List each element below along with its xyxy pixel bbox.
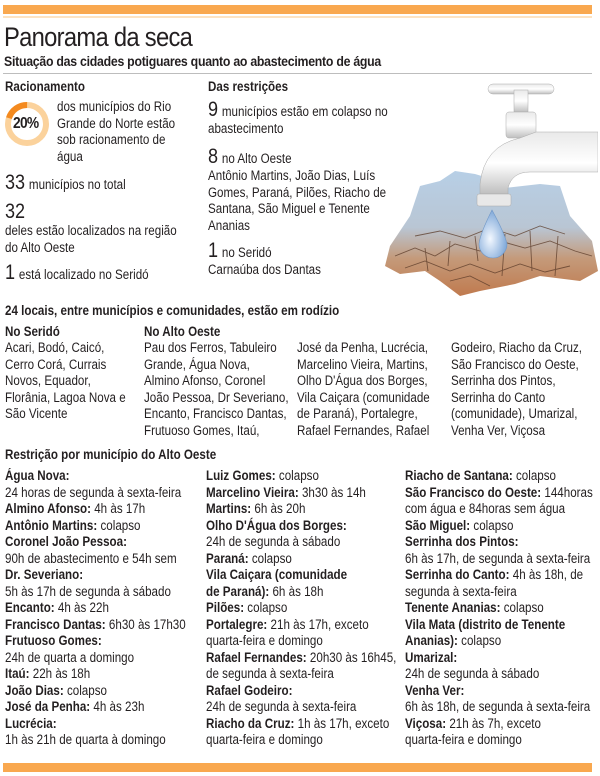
- restriction-detail: quarta-feira e domingo: [206, 732, 323, 747]
- top-accent-line: [3, 16, 592, 18]
- serido-stat: [5, 262, 149, 284]
- restriction-entry: [405, 716, 593, 733]
- restriction-value: colapso: [247, 600, 288, 615]
- municipality-name: Martins:: [206, 501, 252, 516]
- restricao-municipio-heading: Restrição por município do Alto Oeste: [5, 447, 217, 462]
- restriction-entry: [206, 584, 396, 601]
- rodizio-line: Frutuoso Gomes, Itaú,: [144, 422, 260, 438]
- restriction-value: 22h às 18h: [32, 666, 91, 681]
- colapso-text: abastecimento: [208, 121, 284, 136]
- restriction-entry: [5, 683, 186, 700]
- percent-label: 20%: [13, 115, 39, 132]
- rodizio-line: Olho D'Água dos Borges,: [297, 373, 428, 388]
- rodizio-serido-heading: No Seridó: [5, 324, 60, 339]
- restriction-entry: [405, 518, 593, 535]
- restriction-detail: 6h às 18h, de segunda à sexta-feira: [405, 699, 591, 714]
- restriction-entry: [5, 716, 186, 733]
- restriction-entry: [405, 567, 593, 584]
- restriction-value: colapso: [515, 468, 557, 483]
- alto-oeste-number: 32: [5, 200, 26, 223]
- restriction-value: colapso: [461, 633, 502, 648]
- restriction-detail: 5h às 17h de segunda à sábado: [5, 583, 171, 599]
- page-title: Panorama da seca: [4, 22, 193, 52]
- total-number: 33: [5, 171, 26, 194]
- municipality-name: Portalegre:: [206, 616, 268, 632]
- rodizio-line: (comunidade), Umarizal,: [451, 406, 578, 421]
- restriction-entry: [206, 650, 396, 667]
- rodizio-line: Serrinha dos Pintos,: [451, 373, 556, 388]
- rodizio-line: Godeiro, Riacho da Cruz,: [451, 340, 583, 355]
- restriction-entry: [206, 485, 396, 502]
- restriction-detail: 6h às 17h, de segunda à sexta-feira: [405, 550, 591, 566]
- municipality-name: Antônio Martins:: [5, 517, 98, 533]
- restriction-detail: 24h de quarta a domingo: [5, 649, 135, 665]
- restriction-entry: [405, 468, 593, 485]
- municipality-name: Riacho de Santana:: [405, 468, 513, 483]
- municipality-name: Almino Afonso:: [5, 501, 91, 516]
- page-subtitle: Situação das cidades potiguares quanto ao abastecimento de água: [4, 53, 382, 69]
- rodizio-line: de Paraná), Portalegre,: [297, 406, 418, 421]
- restricoes-heading: Das restrições: [208, 79, 289, 94]
- header-divider: [3, 73, 592, 74]
- municipality-name: Lucrécia:: [5, 715, 57, 731]
- rodizio-line: Cerro Corá, Currais: [5, 356, 107, 372]
- municipality-name: José da Penha:: [5, 699, 91, 714]
- municipality-name: São Francisco do Oeste:: [405, 484, 542, 500]
- rodizio-line: Grande, Água Nova,: [144, 356, 250, 372]
- municipality-name: Viçosa:: [405, 715, 447, 731]
- restriction-entry: [206, 501, 396, 518]
- serido-colapso-city: Carnaúba dos Dantas: [208, 262, 321, 277]
- restriction-value: 4h às 23h: [93, 699, 145, 714]
- restricao-column-2: [206, 468, 396, 749]
- restriction-value: 6h30 às 17h30: [108, 616, 186, 632]
- colapso-stat: [208, 99, 388, 138]
- restriction-entry: [206, 617, 396, 634]
- restriction-entry: [5, 666, 186, 683]
- desc-line: sob racionamento de: [57, 132, 166, 147]
- serido-colapso-label: no Seridó: [221, 245, 272, 260]
- municipality-name: Francisco Dantas:: [5, 616, 106, 632]
- municipality-name: de Paraná):: [206, 583, 270, 599]
- municipality-name: Riacho da Cruz:: [206, 715, 295, 731]
- rodizio-line: Serrinha do Canto: [451, 389, 546, 405]
- restriction-entry: [206, 600, 396, 617]
- restriction-entry: [206, 468, 396, 485]
- rodizio-line: Rafael Fernandes, Rafael: [297, 422, 430, 438]
- rodizio-line: João Pessoa, Dr Severiano,: [144, 389, 289, 405]
- rodizio-line: São Vicente: [5, 406, 68, 421]
- rodizio-line: Florânia, Lagoa Nova e: [5, 389, 126, 405]
- rodizio-line: Venha Ver, Viçosa: [451, 422, 546, 438]
- rodizio-line: Acari, Bodó, Caicó,: [5, 340, 105, 355]
- restriction-value: 144horas: [544, 484, 593, 500]
- restriction-value: colapso: [278, 468, 319, 483]
- rodizio-line: José da Penha, Lucrécia,: [297, 340, 429, 355]
- restriction-entry: [206, 716, 396, 733]
- alto-colapso-label: no Alto Oeste: [221, 151, 292, 166]
- restriction-entry: [405, 683, 593, 700]
- restriction-detail: de segunda à sexta-feira: [206, 666, 334, 681]
- municipality-name: Rafael Fernandes:: [206, 649, 307, 665]
- restriction-entry: [206, 683, 396, 700]
- municipality-name: Itaú:: [5, 666, 30, 681]
- restriction-value: 3h30 às 14h: [301, 484, 366, 500]
- restriction-detail: 24 horas de segunda à sexta-feira: [5, 484, 182, 500]
- municipality-name: Dr. Severiano:: [5, 567, 84, 582]
- rodizio-line: Vila Caiçara (comunidade: [297, 389, 430, 405]
- rodizio-alto-column-2: [297, 340, 430, 439]
- restriction-entry: [5, 617, 186, 634]
- municipality-name: São Miguel:: [405, 517, 471, 533]
- alto-oeste-colapso: [208, 146, 386, 234]
- restriction-value: colapso: [503, 600, 544, 615]
- restricao-column-3: [405, 468, 593, 749]
- serido-text: está localizado no Seridó: [18, 267, 149, 282]
- restriction-entry: [405, 534, 593, 551]
- total-stat: [5, 172, 126, 194]
- rodizio-line: Marcelino Vieira, Martins,: [297, 356, 428, 372]
- colapso-number: 9: [208, 98, 219, 121]
- alto-oeste-text: do Alto Oeste: [5, 239, 75, 255]
- restriction-detail: 90h de abastecimento e 54h sem: [5, 550, 177, 566]
- alto-oeste-text: deles estão localizados na região: [5, 223, 177, 238]
- bottom-accent-bar: [3, 763, 592, 772]
- municipality-name: Pilões:: [206, 600, 245, 615]
- restriction-entry: [5, 600, 186, 617]
- municipality-name: Tenente Ananias:: [405, 600, 501, 615]
- restriction-detail: segunda à sexta-feira: [405, 583, 517, 599]
- municipality-name: Ananias):: [405, 633, 458, 648]
- municipality-name: Paraná:: [206, 550, 249, 566]
- alto-colapso-cities: Gomes, Paraná, Pilões, Riacho de: [208, 184, 387, 200]
- restriction-detail: 24h de segunda à sábado: [206, 534, 341, 549]
- restriction-entry: [206, 551, 396, 568]
- municipality-name: Coronel João Pessoa:: [5, 534, 127, 549]
- municipality-name: Olho D'Água dos Borges:: [206, 517, 347, 533]
- restriction-detail: quarta-feira e domingo: [405, 732, 522, 747]
- restriction-value: 20h30 às 16h45,: [309, 649, 397, 665]
- municipality-name: Vila Mata (distrito de Tenente: [405, 616, 566, 632]
- rodizio-line: Almino Afonso, Coronel: [144, 373, 266, 388]
- municipality-name: Encanto:: [5, 600, 55, 615]
- rodizio-alto-column-3: [451, 340, 582, 439]
- municipality-name: Frutuoso Gomes:: [5, 633, 102, 648]
- restriction-value: colapso: [100, 517, 141, 533]
- restriction-detail: 24h de segunda à sábado: [405, 666, 540, 681]
- municipality-name: Água Nova:: [5, 468, 70, 483]
- rodizio-line: Novos, Equador,: [5, 373, 91, 388]
- alto-colapso-cities: Antônio Martins, João Dias, Luís: [208, 168, 376, 183]
- rodizio-line: Pau dos Ferros, Tabuleiro: [144, 340, 277, 355]
- restriction-value: colapso: [251, 550, 292, 566]
- municipality-name: Umarizal:: [405, 649, 458, 665]
- total-text: municípios no total: [28, 177, 126, 192]
- restriction-entry: [5, 699, 186, 716]
- restriction-entry: [405, 617, 593, 634]
- municipality-name: Marcelino Vieira:: [206, 484, 299, 500]
- restriction-value: colapso: [473, 517, 514, 533]
- faucet-drought-illustration: [380, 76, 598, 298]
- racionamento-heading: Racionamento: [5, 79, 86, 94]
- serido-colapso-number: 1: [208, 239, 219, 262]
- restriction-entry: [405, 650, 593, 667]
- restriction-value: 21h às 7h, exceto: [449, 715, 541, 731]
- municipality-name: João Dias:: [5, 682, 64, 698]
- restriction-value: 21h às 17h, exceto: [270, 616, 369, 632]
- restriction-entry: [206, 567, 396, 584]
- restriction-detail: quarta-feira e domingo: [206, 633, 323, 648]
- desc-line: Grande do Norte estão: [57, 115, 176, 131]
- rodizio-heading: 24 locais, entre municípios e comunidades, estão em rodízio: [5, 303, 340, 318]
- restriction-entry: [405, 633, 593, 650]
- restriction-detail: 24h de segunda à sexta-feira: [206, 699, 357, 714]
- serido-number: 1: [5, 261, 16, 284]
- restriction-entry: [5, 501, 186, 518]
- restriction-entry: [5, 534, 186, 551]
- restriction-entry: [5, 567, 186, 584]
- colapso-text: municípios estão em colapso no: [221, 104, 388, 119]
- restriction-detail: 1h às 21h de quarta à domingo: [5, 732, 166, 747]
- alto-colapso-number: 8: [208, 145, 219, 168]
- alto-colapso-cities: Santana, São Miguel e Tenente: [208, 201, 370, 216]
- restriction-value: 6h às 20h: [254, 501, 306, 516]
- top-accent-bar: [3, 5, 592, 14]
- rodizio-line: Encanto, Francisco Dantas,: [144, 406, 287, 421]
- restriction-entry: [5, 468, 186, 485]
- restriction-entry: [405, 485, 593, 502]
- alto-colapso-cities: Ananias: [208, 217, 250, 233]
- municipality-name: Rafael Godeiro:: [206, 682, 293, 698]
- restriction-detail: com água e 84horas sem água: [405, 501, 566, 516]
- rodizio-alto-heading: No Alto Oeste: [144, 324, 221, 339]
- restriction-value: 4h às 18h, de: [512, 567, 584, 582]
- restriction-value: 4h às 22h: [57, 600, 109, 615]
- restricao-column-1: [5, 468, 186, 749]
- desc-line: água: [57, 148, 83, 164]
- rodizio-serido-column: [5, 324, 126, 423]
- municipality-name: Serrinha dos Pintos:: [405, 534, 519, 549]
- restriction-entry: [206, 518, 396, 535]
- restriction-entry: [405, 600, 593, 617]
- municipality-name: Venha Ver:: [405, 682, 465, 698]
- restriction-value: 4h às 17h: [94, 501, 146, 516]
- racionamento-description: [57, 99, 175, 165]
- restriction-entry: [5, 518, 186, 535]
- restriction-entry: [5, 633, 186, 650]
- desc-line: dos municípios do Rio: [57, 99, 172, 114]
- municipality-name: Vila Caiçara (comunidade: [206, 567, 348, 582]
- rodizio-alto-column-1: [144, 324, 289, 439]
- municipality-name: Serrinha do Canto:: [405, 567, 510, 582]
- serido-colapso: [208, 240, 321, 279]
- municipality-name: Luiz Gomes:: [206, 468, 276, 483]
- restriction-value: colapso: [66, 682, 107, 698]
- alto-oeste-stat: [5, 201, 177, 256]
- restriction-value: 6h às 18h: [272, 583, 324, 599]
- restriction-value: 1h às 17h, exceto: [297, 715, 390, 731]
- rodizio-line: São Francisco do Oeste,: [451, 356, 579, 372]
